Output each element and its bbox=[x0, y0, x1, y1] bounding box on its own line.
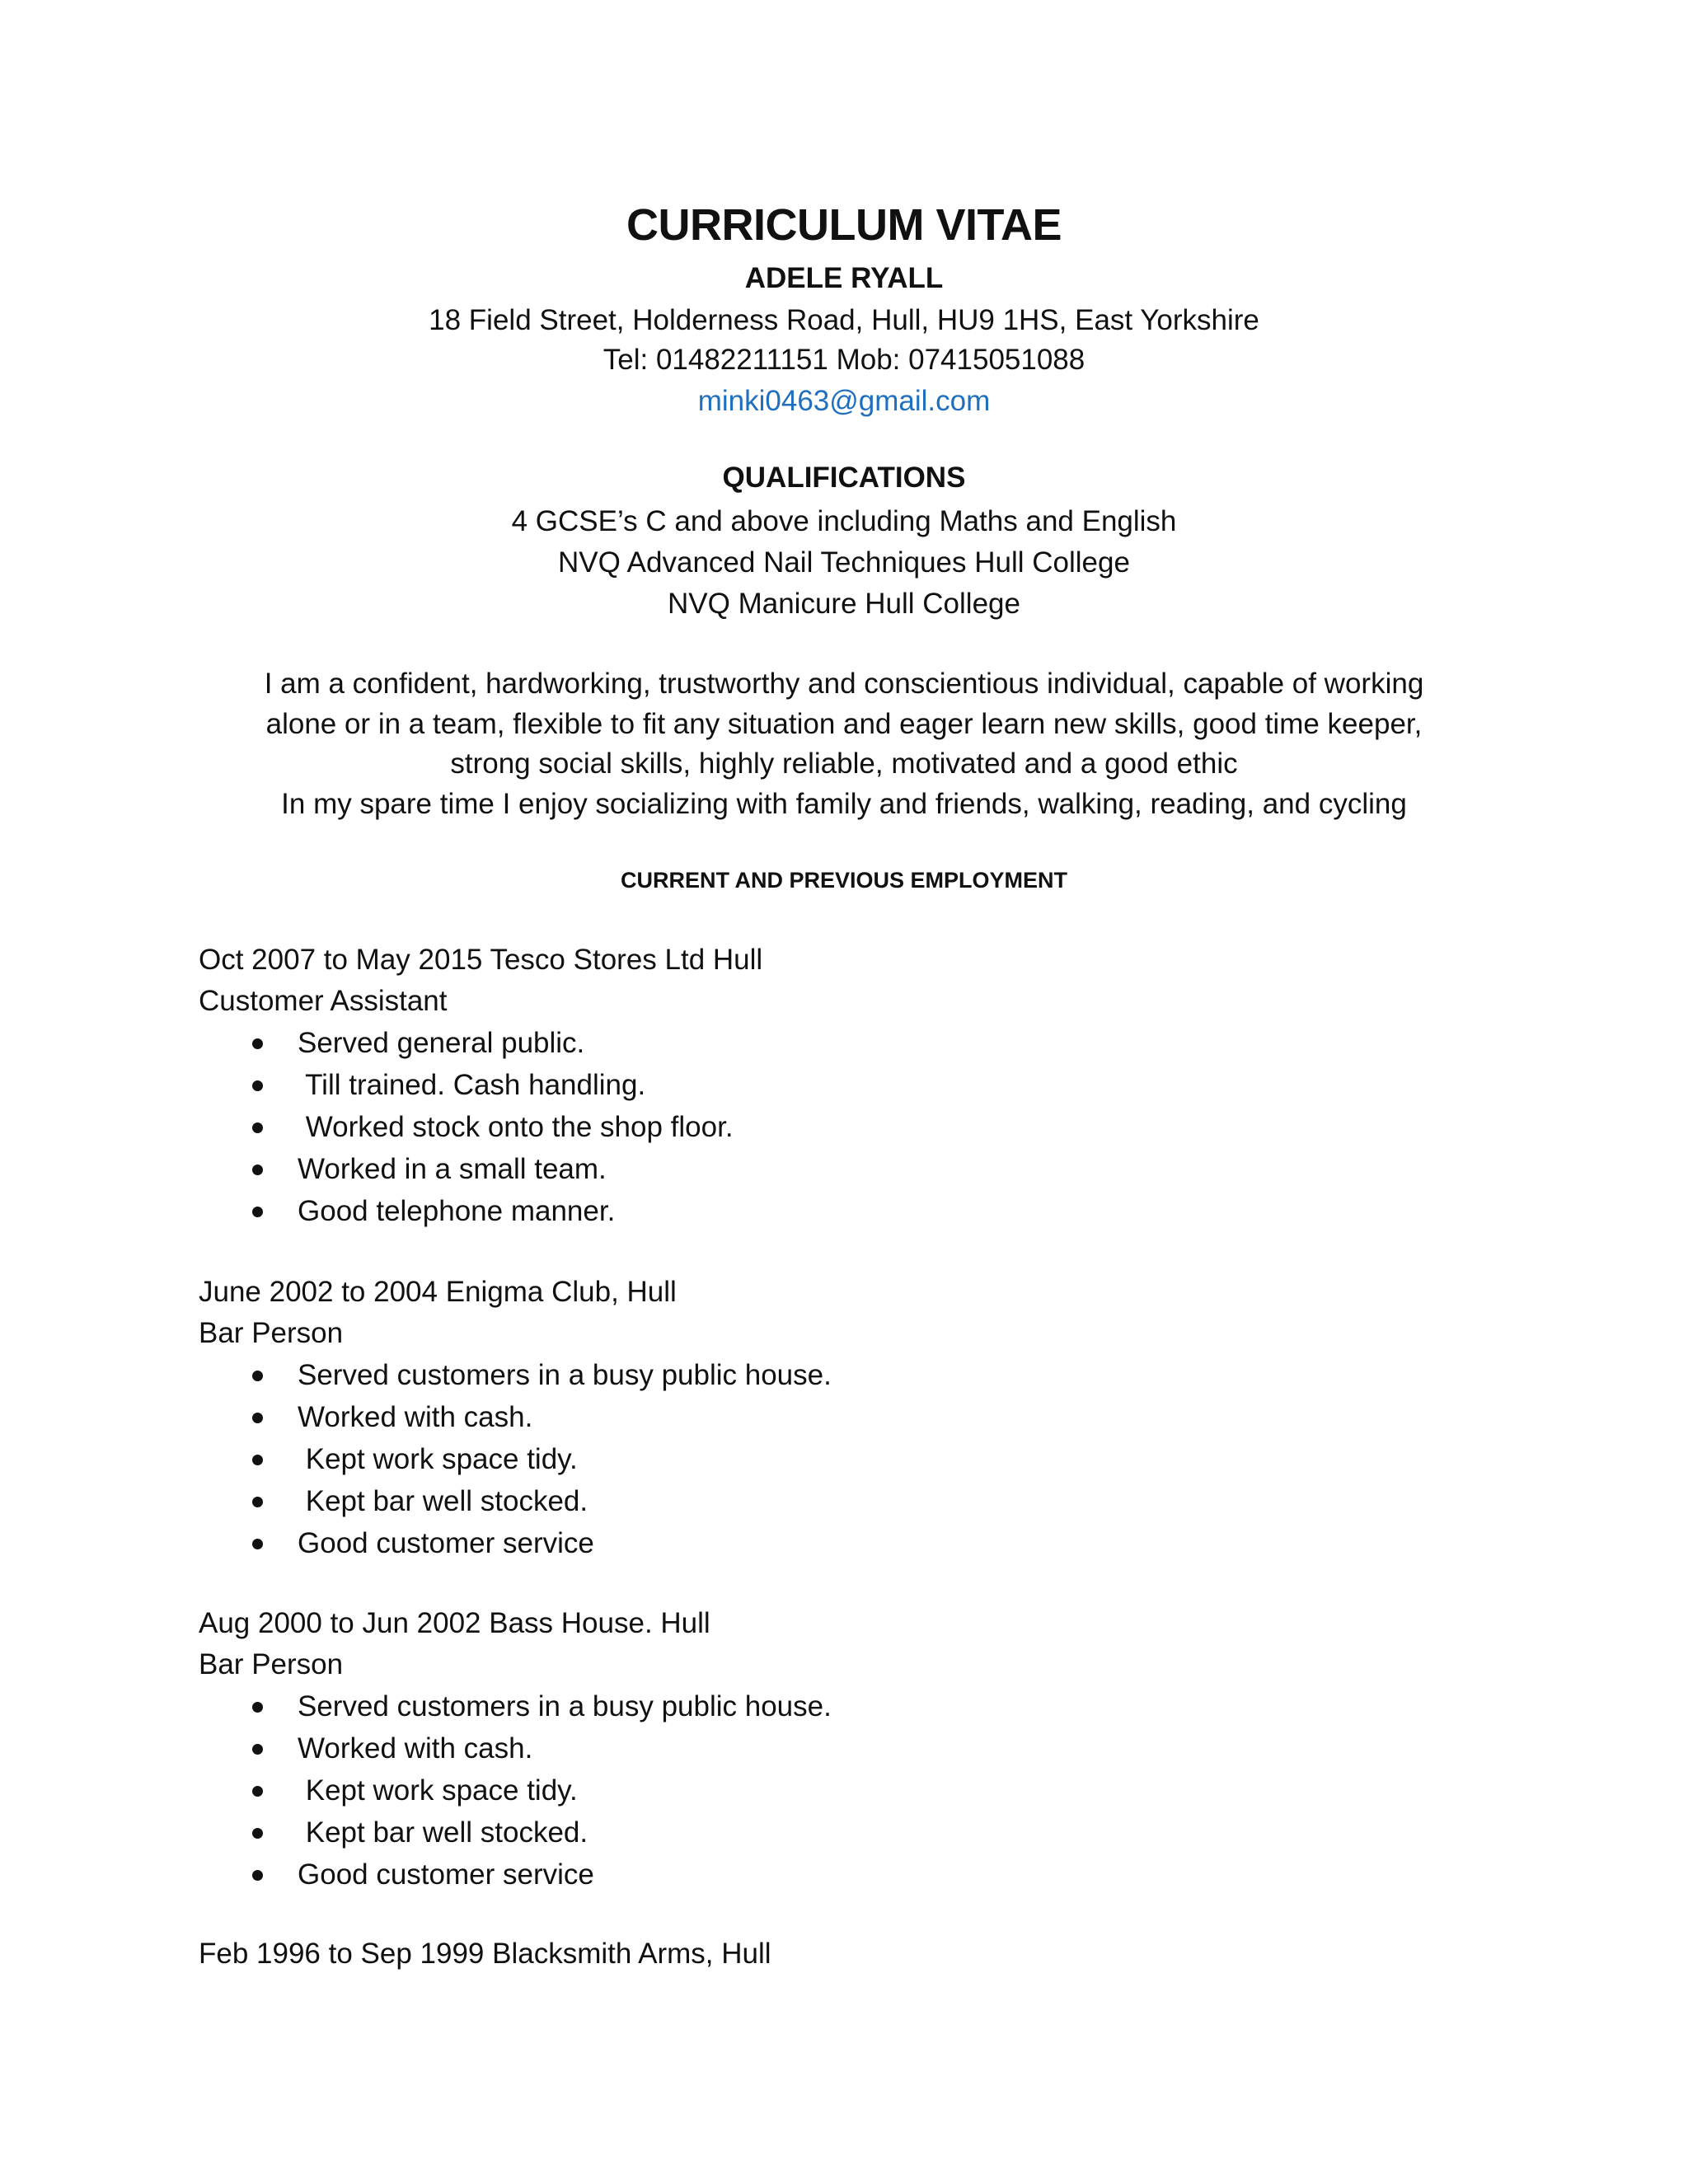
duty-text: Served customers in a busy public house. bbox=[298, 1359, 832, 1391]
bullet-icon bbox=[252, 1207, 263, 1217]
duty-item bbox=[199, 1396, 1517, 1438]
duty-text: Good customer service bbox=[298, 1858, 594, 1891]
duty-item bbox=[199, 1190, 1517, 1232]
job-entry bbox=[199, 1272, 1517, 1564]
duty-item bbox=[199, 1022, 1517, 1064]
bullet-icon bbox=[252, 1165, 263, 1175]
employment-heading: CURRENT AND PREVIOUS EMPLOYMENT bbox=[620, 868, 1068, 893]
duty-text: Kept work space tidy. bbox=[298, 1774, 578, 1807]
duties-list bbox=[199, 1685, 1517, 1896]
qualification-item: 4 GCSE’s C and above including Maths and English bbox=[511, 505, 1177, 537]
bullet-icon bbox=[252, 1122, 263, 1133]
bullet-icon bbox=[252, 1539, 263, 1549]
duty-item bbox=[199, 1769, 1517, 1811]
bullet-icon bbox=[252, 1497, 263, 1507]
duty-text: Worked with cash. bbox=[298, 1401, 533, 1433]
bullet-icon bbox=[252, 1702, 263, 1713]
job-entry bbox=[199, 940, 1517, 1232]
profile-line: In my spare time I enjoy socializing with family and friends, walking, reading, and cycling bbox=[281, 787, 1407, 820]
address-line: 18 Field Street, Holderness Road, Hull, HU9 1HS, East Yorkshire bbox=[429, 304, 1259, 336]
duty-text: Served general public. bbox=[298, 1027, 585, 1059]
duty-item bbox=[199, 1522, 1517, 1564]
phone-line: Tel: 01482211151 Mob: 07415051088 bbox=[603, 344, 1085, 376]
qualifications-list bbox=[0, 501, 1688, 625]
bullet-icon bbox=[252, 1038, 263, 1049]
bullet-icon bbox=[252, 1371, 263, 1381]
duty-text: Good customer service bbox=[298, 1527, 594, 1559]
job-role: Customer Assistant bbox=[199, 985, 448, 1017]
bullet-icon bbox=[252, 1828, 263, 1839]
duty-text: Kept work space tidy. bbox=[298, 1443, 578, 1475]
bullet-icon bbox=[252, 1080, 263, 1091]
duty-item bbox=[199, 1727, 1517, 1769]
profile-line: I am a confident, hardworking, trustworthy and conscientious individual, capable of working bbox=[264, 668, 1424, 700]
duty-text: Worked in a small team. bbox=[298, 1153, 607, 1185]
duty-text: Worked with cash. bbox=[298, 1732, 533, 1765]
duty-text: Good telephone manner. bbox=[298, 1195, 616, 1227]
duty-text: Kept bar well stocked. bbox=[298, 1485, 588, 1517]
personal-profile bbox=[0, 664, 1688, 824]
bullet-icon bbox=[252, 1744, 263, 1755]
duty-item bbox=[199, 1480, 1517, 1522]
qualifications-heading: QUALIFICATIONS bbox=[722, 462, 966, 494]
duties-list bbox=[199, 1022, 1517, 1232]
duty-item bbox=[199, 1685, 1517, 1727]
duty-item bbox=[199, 1354, 1517, 1396]
duty-item bbox=[199, 1064, 1517, 1106]
duty-item bbox=[199, 1148, 1517, 1190]
duty-item bbox=[199, 1106, 1517, 1148]
bullet-icon bbox=[252, 1786, 263, 1797]
profile-line: strong social skills, highly reliable, motivated and a good ethic bbox=[450, 748, 1238, 780]
duty-text: Till trained. Cash handling. bbox=[298, 1069, 646, 1101]
candidate-name: ADELE RYALL bbox=[744, 262, 944, 294]
job-header: Oct 2007 to May 2015 Tesco Stores Ltd Hull bbox=[199, 944, 763, 976]
qualification-item: NVQ Advanced Nail Techniques Hull College bbox=[558, 546, 1130, 579]
duty-item bbox=[199, 1811, 1517, 1854]
job-entry bbox=[199, 1933, 1517, 1975]
bullet-icon bbox=[252, 1413, 263, 1423]
duty-item bbox=[199, 1438, 1517, 1480]
job-header: Aug 2000 to Jun 2002 Bass House. Hull bbox=[199, 1607, 710, 1639]
profile-line: alone or in a team, flexible to fit any situation and eager learn new skills, good time keeper, bbox=[265, 707, 1423, 740]
duties-list bbox=[199, 1354, 1517, 1564]
job-role: Bar Person bbox=[199, 1317, 344, 1349]
bullet-icon bbox=[252, 1870, 263, 1881]
duty-item bbox=[199, 1854, 1517, 1896]
duty-text: Worked stock onto the shop floor. bbox=[298, 1111, 734, 1143]
duty-text: Served customers in a busy public house. bbox=[298, 1690, 832, 1722]
duty-text: Kept bar well stocked. bbox=[298, 1816, 588, 1849]
bullet-icon bbox=[252, 1455, 263, 1465]
job-entry bbox=[199, 1603, 1517, 1896]
qualification-item: NVQ Manicure Hull College bbox=[668, 588, 1020, 620]
job-header: June 2002 to 2004 Enigma Club, Hull bbox=[199, 1276, 677, 1308]
job-role: Bar Person bbox=[199, 1648, 344, 1680]
job-header: Feb 1996 to Sep 1999 Blacksmith Arms, Hull bbox=[199, 1938, 771, 1970]
email-link[interactable]: minki0463@gmail.com bbox=[697, 385, 991, 417]
document-title: CURRICULUM VITAE bbox=[626, 200, 1062, 250]
